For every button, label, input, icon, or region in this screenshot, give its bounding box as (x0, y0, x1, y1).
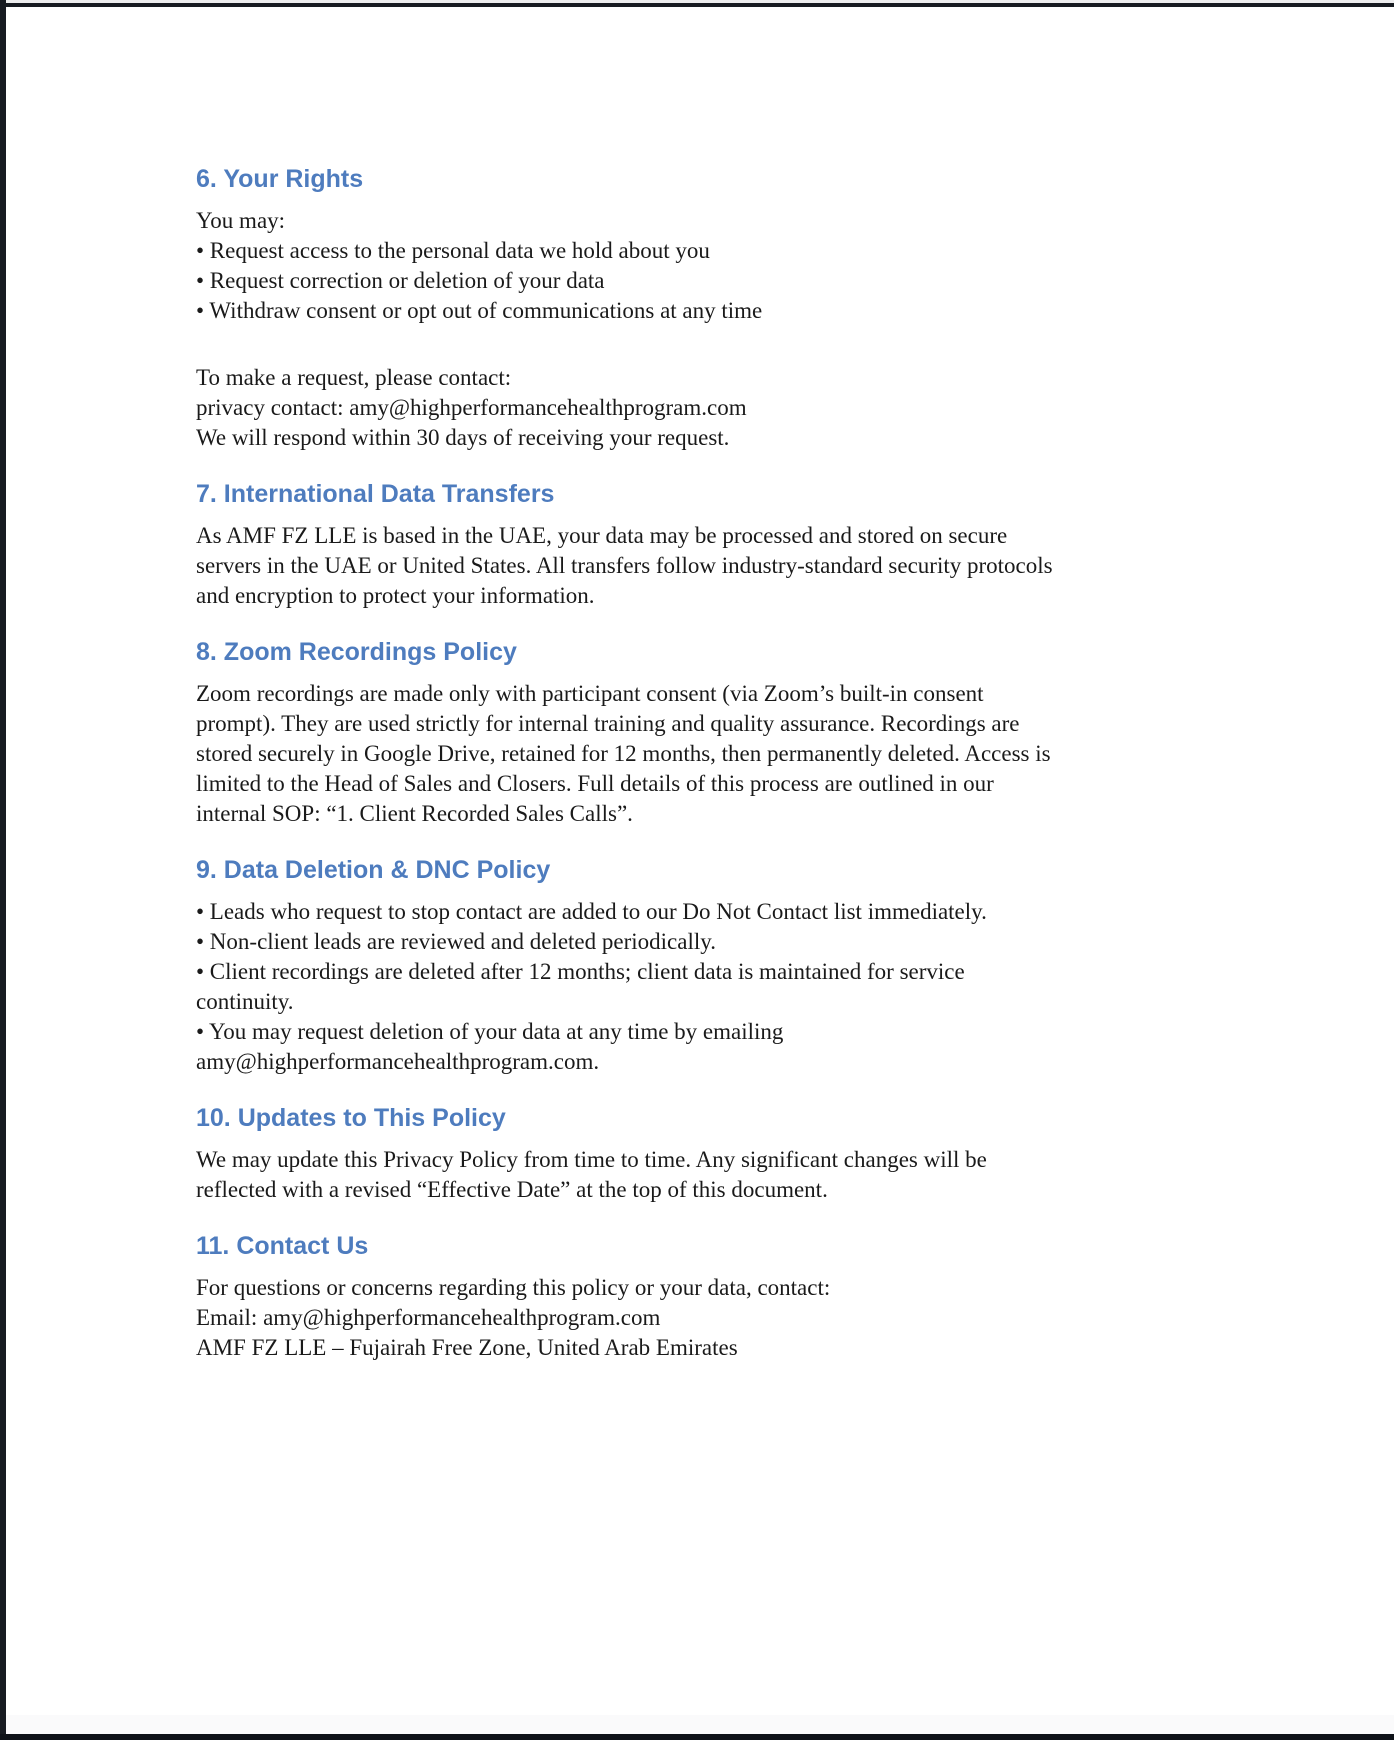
paragraph (196, 897, 1296, 1077)
section-heading: 11. Contact Us (196, 1232, 369, 1260)
text-line: • Non-client leads are reviewed and deleted periodically. (196, 929, 716, 954)
window-left-edge (0, 0, 6, 1740)
text-line: continuity. (196, 989, 294, 1014)
text-line: stored securely in Google Drive, retained for 12 months, then permanently deleted. Access is (196, 741, 1051, 766)
section-heading: 8. Zoom Recordings Policy (196, 638, 517, 666)
text-line: and encryption to protect your information. (196, 583, 595, 608)
text-line: limited to the Head of Sales and Closers. Full details of this process are outlined in our (196, 771, 994, 796)
paragraph (196, 679, 1296, 829)
policy-section (196, 635, 1296, 829)
policy-section (196, 162, 1296, 453)
text-line: • Withdraw consent or opt out of communications at any time (196, 298, 763, 323)
policy-section (196, 853, 1296, 1077)
text-line: As AMF FZ LLE is based in the UAE, your data may be processed and stored on secure (196, 523, 1008, 548)
paragraph (196, 1145, 1296, 1205)
policy-section (196, 1229, 1296, 1363)
text-line: • Client recordings are deleted after 12 months; client data is maintained for service (196, 959, 965, 984)
section-heading: 9. Data Deletion & DNC Policy (196, 856, 551, 884)
document-content (196, 0, 1296, 1363)
text-line: Email: amy@highperformancehealthprogram.com (196, 1305, 661, 1330)
text-line: We will respond within 30 days of receiving your request. (196, 425, 730, 450)
paragraph (196, 521, 1296, 611)
text-line: AMF FZ LLE – Fujairah Free Zone, United Arab Emirates (196, 1335, 738, 1360)
section-heading: 10. Updates to This Policy (196, 1104, 506, 1132)
paragraph (196, 363, 1296, 453)
text-line: • Request access to the personal data we hold about you (196, 238, 710, 263)
text-line: servers in the UAE or United States. All transfers follow industry-standard security protocols (196, 553, 1053, 578)
policy-section (196, 477, 1296, 611)
text-line: • You may request deletion of your data at any time by emailing (196, 1019, 784, 1044)
text-line: • Request correction or deletion of your data (196, 268, 605, 293)
text-line: prompt). They are used strictly for internal training and quality assurance. Recordings are (196, 711, 1020, 736)
policy-section (196, 1101, 1296, 1205)
section-heading: 7. International Data Transfers (196, 480, 555, 508)
text-line: You may: (196, 208, 286, 233)
text-line: Zoom recordings are made only with participant consent (via Zoom’s built-in consent (196, 681, 984, 706)
section-heading: 6. Your Rights (196, 165, 364, 193)
text-line: To make a request, please contact: (196, 365, 512, 390)
paragraph (196, 206, 1296, 326)
text-line: We may update this Privacy Policy from time to time. Any significant changes will be (196, 1147, 987, 1172)
text-line: • Leads who request to stop contact are added to our Do Not Contact list immediately. (196, 899, 987, 924)
text-line: amy@highperformancehealthprogram.com. (196, 1049, 600, 1074)
text-line: internal SOP: “1. Client Recorded Sales Calls”. (196, 801, 633, 826)
text-line: reflected with a revised “Effective Date” at the top of this document. (196, 1177, 828, 1202)
text-line: privacy contact: amy@highperformancehealthprogram.com (196, 395, 747, 420)
text-line: For questions or concerns regarding this policy or your data, contact: (196, 1275, 831, 1300)
paragraph (196, 1273, 1296, 1363)
window-bottom-edge (0, 1734, 1394, 1740)
page-bottom-band (6, 1715, 1394, 1734)
